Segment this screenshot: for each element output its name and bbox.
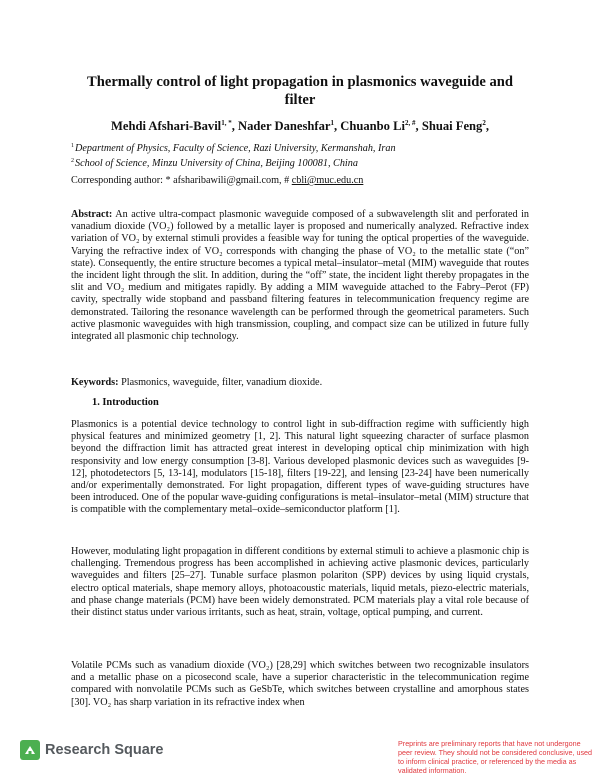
corresponding-author [71,175,363,187]
author-separator: , [333,119,341,133]
research-square-logo-icon [20,740,40,760]
keywords [71,377,529,389]
abstract-text: An active ultra-compact plasmonic waveguide composed of a subwavelength slit and perforated in vanadium dioxide (VO₂) followed by a metallic layer is proposed and numerically analyzed. Refractive index variation of VO₂ by external stimuli provides a feasible way for tuning the optical properties of the waveguide. Varying the refractive index of VO₂ corresponds with changing the phase of VO₂ to the metallic state (“on” state). Consequently, the entire structure becomes a typical metal–insulator–metal (MIM) waveguide that routes the incident light through the slit. In addition, during the “off” state, the incident light thereby propagates in the slit and VO₂ medium and mitigates rapidly. By adding a MIM waveguide attached to the Fabry–Perot (FP) cavity, spectrally wide stopband and passband filtering features in telecommunication frequency regime are demonstrated. Tailoring the resonance wavelength can be performed through the geometrical parameters. Such active plasmonic waveguides with high transmission, coupling, and compact size can be utilized in future fully integrated all plasmonic chip technology. [71,209,529,343]
abstract [71,209,529,343]
author-separator: , [415,119,422,133]
corresponding-prefix: Corresponding author: * afsharibawili@gmail.com, # [71,175,292,186]
paragraph-2: However, modulating light propagation in different conditions by external stimuli to achieve a plasmonic chip is challenging. Tremendous progress has been accomplished in achieving active plasmonic devices, particularly waveguides and filters [25–27]. Tunable surface plasmon polariton (SPP) devices by using liquid crystals, electro optical materials, shape memory alloys, photoacoustic materials, liquid metals, piezo-electric materials, and phase change materials (PCM) have been widely demonstrated. PCM materials play a vital role because of their distinct status under various irritants, such as heat, strain, voltage, optical pumping, and current. [71,546,529,619]
author-superscript: 2, # [405,118,416,127]
preprint-notice: Preprints are preliminary reports that have not undergone peer review. They should not be considered conclusive, used to inform clinical practice, or referenced by the media as validated information. [398,739,593,775]
affiliation-2 [71,158,358,170]
affiliation-number: 2 [71,157,74,164]
logo-text: Research Square [45,742,164,758]
author-superscript: 1, * [221,118,232,127]
author-name: Chuanbo Li [340,119,406,133]
paper-title: Thermally control of light propagation in plasmonics waveguide and filter [87,74,513,108]
research-square-logo[interactable] [20,740,163,760]
author-separator: , [485,119,490,133]
author-separator: , [231,119,238,133]
paragraph-1: Plasmonics is a potential device technology to control light in sub-diffraction regime with sufficiently high physical features and minimized geometry [1, 2]. This natural light squeezing character of surface plasmon beyond the diffraction limit has attracted great interest in developing optical chip minimization with high responsivity and low energy consumption [3-8]. Various developed plasmonic devices such as waveguides [9-12], photodetectors [5, 13-14], modulators [15-18], filters [19-22], and lensing [23-24] have been numerically and/or experimentally demonstrated. For light propagation, different types of wave-guiding structures have been introduced. One of the popular wave-guiding configurations is metal–insulator–metal (MIM) structure that is compatible with the complementary metal–oxide–semiconductor platform [1]. [71,419,529,516]
affiliation-1 [71,143,396,155]
paragraph-3: Volatile PCMs such as vanadium dioxide (VO₂) [28,29] which switches between two recognizable insulators and a metallic phase on a picosecond scale, have a superior characteristic in the telecommunication regime compared with nonvolatile PCMs such as GeSbTe, which switches between crystalline and amorphous states [30]. VO₂ has sharp variation in its refractive index when [71,660,529,708]
keywords-text: Plasmonics, waveguide, filter, vanadium dioxide. [118,377,323,388]
section-heading: 1. Introduction [92,397,159,408]
author-superscript: 1 [330,118,334,127]
author-superscript: 2 [482,118,486,127]
author-name: Mehdi Afshari-Bavil [110,119,222,133]
author-name: Shuai Feng [421,119,483,133]
affiliation-number: 1 [71,142,74,149]
abstract-label: Abstract: [71,209,113,220]
author-list [50,119,550,134]
email-link[interactable]: cbli@muc.edu.cn [291,175,364,186]
author-name: Nader Daneshfar [237,119,331,133]
affiliation-text: School of Science, Minzu University of China, Beijing 100081, China [75,158,358,169]
affiliation-text: Department of Physics, Faculty of Science, Razi University, Kermanshah, Iran [75,143,396,154]
keywords-label: Keywords: [71,377,119,388]
